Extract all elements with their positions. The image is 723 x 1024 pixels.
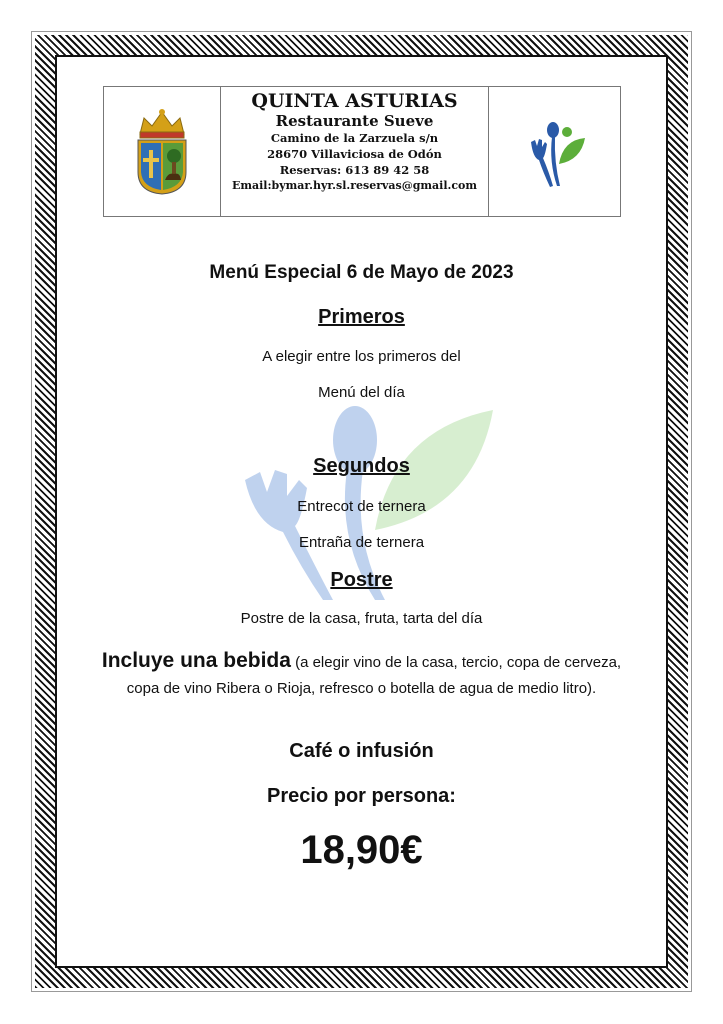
postre-item: Postre de la casa, fruta, tarta del día [240, 610, 483, 627]
header-crest-cell [104, 87, 221, 216]
crest-icon [134, 108, 190, 196]
cafe-line: Café o infusión [289, 740, 434, 762]
postre-heading: Postre [330, 569, 393, 591]
segundos-item: Entrecot de ternera [297, 498, 426, 515]
segundos-heading: Segundos [313, 455, 410, 477]
bebida-paragraph [60, 648, 663, 702]
menu-title: Menú Especial 6 de Mayo de 2023 [209, 262, 514, 283]
header-table [103, 86, 621, 217]
cutlery-leaf-logo-icon [523, 112, 587, 192]
restaurant-subname: Restaurante Sueve [275, 112, 434, 130]
reservation-email: Email:bymar.hyr.sl.reservas@gmail.com [231, 179, 478, 192]
address-line-1: Camino de la Zarzuela s/n [270, 131, 439, 145]
primeros-heading: Primeros [318, 306, 405, 328]
header-info-cell [221, 87, 489, 216]
price-value: 18,90€ [300, 828, 423, 872]
address-line-2: 28670 Villaviciosa de Odón [267, 147, 442, 161]
bebida-label: Incluye una bebida [101, 649, 291, 672]
reservation-phone: Reservas: 613 89 42 58 [279, 163, 430, 177]
primeros-item: Menú del día [318, 384, 405, 401]
primeros-item: A elegir entre los primeros del [262, 348, 461, 365]
price-label: Precio por persona: [267, 785, 456, 807]
bebida-detail: (a elegir vino de la casa, tercio, copa de cerveza, copa de vino Ribera o Rioja, refresco o botella de agua de medio litro). [126, 654, 622, 697]
segundos-item: Entraña de ternera [298, 534, 425, 551]
header-logo-cell [489, 87, 620, 216]
restaurant-name: QUINTA ASTURIAS [251, 90, 458, 112]
